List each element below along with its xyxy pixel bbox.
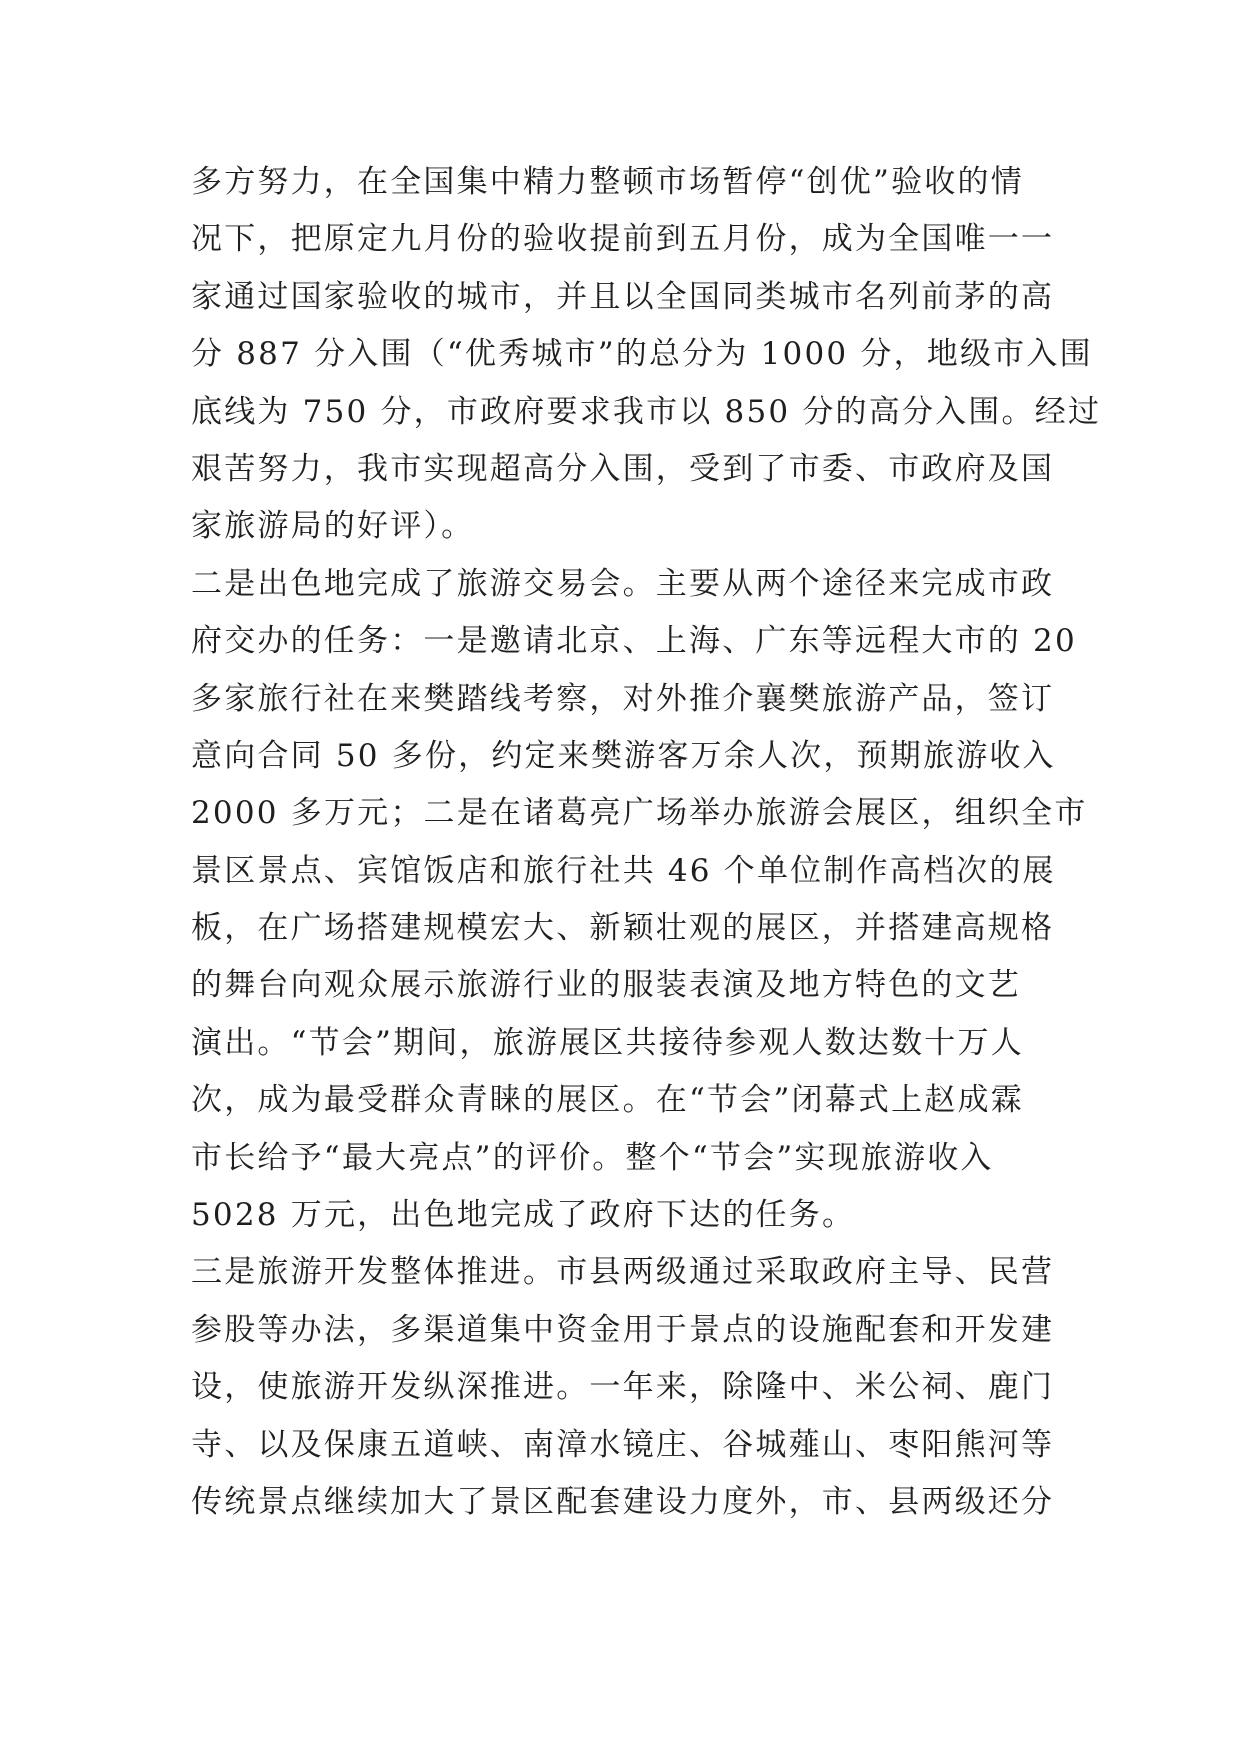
text-line: 设，使旅游开发纵深推进。一年来，除隆中、米公祠、鹿门: [191, 1369, 1055, 1406]
text-line: 况下，把原定九月份的验收提前到五月份，成为全国唯一一: [191, 221, 1055, 258]
text-line: 次，成为最受群众青睐的展区。在“节会”闭幕式上赵成霖: [191, 1082, 1024, 1119]
text-line: 参股等办法，多渠道集中资金用于景点的设施配套和开发建: [191, 1311, 1055, 1348]
text-line: 府交办的任务：一是邀请北京、上海、广东等远程大市的 20: [191, 623, 1077, 660]
text-line: 传统景点继续加大了景区配套建设力度外，市、县两级还分: [191, 1483, 1055, 1520]
document-body: [191, 154, 1102, 1531]
text-line: 寺、以及保康五道峡、南漳水镜庄、谷城薤山、枣阳熊河等: [191, 1426, 1055, 1463]
text-line: 的舞台向观众展示旅游行业的服装表演及地方特色的文艺: [191, 967, 1021, 1004]
text-line: 三是旅游开发整体推进。市县两级通过采取政府主导、民营: [191, 1254, 1055, 1291]
text-line: 市长给予“最大亮点”的评价。整个“节会”实现旅游收入: [191, 1139, 994, 1176]
text-line: 多家旅行社在来樊踏线考察，对外推介襄樊旅游产品，签订: [191, 680, 1055, 717]
text-line: 艰苦努力，我市实现超高分入围，受到了市委、市政府及国: [191, 450, 1055, 487]
text-line: 分 887 分入围（“优秀城市”的总分为 1000 分，地级市入围: [191, 336, 1093, 373]
text-line: 家通过国家验收的城市，并且以全国同类城市名列前茅的高: [191, 278, 1055, 315]
text-line: 家旅游局的好评）。: [191, 508, 475, 545]
text-line: 景区景点、宾馆饭店和旅行社共 46 个单位制作高档次的展: [191, 852, 1056, 889]
text-line: 2000 多万元；二是在诸葛亮广场举办旅游会展区，组织全市: [191, 795, 1088, 832]
text-line: 多方努力，在全国集中精力整顿市场暂停“创优”验收的情: [191, 164, 1024, 200]
text-line: 板，在广场搭建规模宏大、新颖壮观的展区，并搭建高规格: [191, 910, 1055, 947]
text-line: 意向合同 50 多份，约定来樊游客万余人次，预期旅游收入: [191, 737, 1056, 774]
text-line: 5028 万元，出色地完成了政府下达的任务。: [191, 1197, 856, 1234]
text-line: 二是出色地完成了旅游交易会。主要从两个途径来完成市政: [191, 565, 1055, 602]
text-line: 底线为 750 分，市政府要求我市以 850 分的高分入围。经过: [191, 393, 1102, 430]
text-line: 演出。“节会”期间，旅游展区共接待参观人数达数十万人: [191, 1024, 1024, 1061]
